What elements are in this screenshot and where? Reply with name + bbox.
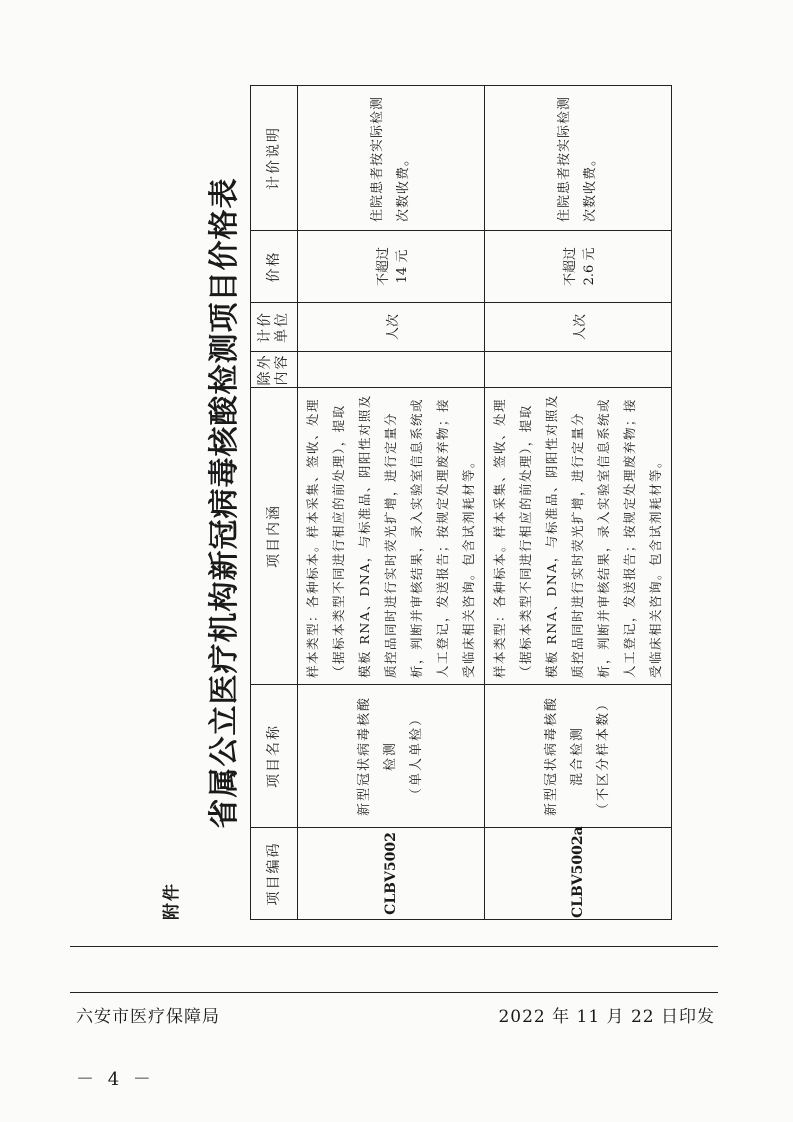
cell-exclusions bbox=[485, 352, 672, 388]
price-line: 不超过 bbox=[563, 247, 578, 287]
annex-label: 附件 bbox=[162, 882, 182, 920]
header-content: 项目内涵 bbox=[251, 388, 298, 685]
content-line: 人工登记，发送报告；按规定处理废弃物；接 bbox=[622, 397, 637, 678]
content-line: 样本类型：各种标本。样本采集、签收、处理 bbox=[492, 397, 507, 678]
cell-price bbox=[485, 231, 672, 303]
cell-name bbox=[485, 685, 672, 828]
header-price: 价格 bbox=[251, 231, 298, 303]
content-line: 人工登记，发送报告；按规定处理废弃物；接 bbox=[435, 397, 450, 678]
cell-price bbox=[298, 231, 485, 303]
page-number: － 4 － bbox=[76, 1069, 155, 1090]
content-line: 受临床相关咨询。包含试剂耗材等。 bbox=[648, 453, 663, 678]
name-line: 新型冠状病毒核酸 bbox=[357, 696, 372, 817]
footer-bottom-rule bbox=[70, 992, 718, 993]
name-line: 检测 bbox=[383, 741, 398, 772]
content-line: 模板 RNA、DNA，与标准品、阴阳性对照及 bbox=[357, 394, 372, 678]
rotated-landscape-content bbox=[157, 86, 663, 920]
note-line: 住院患者按实际检测 bbox=[370, 95, 385, 222]
content-line: 析，判断并审核结果，录入实验室信息系统或 bbox=[409, 397, 424, 678]
footer-top-rule bbox=[70, 946, 718, 947]
footer-date: 2022 年 11 月 22 日印发 bbox=[498, 1007, 715, 1027]
table-row bbox=[298, 86, 485, 920]
cell-code: CLBV5002a bbox=[485, 828, 672, 920]
header-code: 项目编码 bbox=[251, 828, 298, 920]
header-unit: 计价单位 bbox=[251, 303, 298, 352]
content-line: 质控品同时进行实时荧光扩增，进行定量分 bbox=[383, 411, 398, 678]
note-line: 次数收费。 bbox=[396, 151, 411, 222]
table-header-row bbox=[251, 86, 298, 920]
cell-unit: 人次 bbox=[298, 303, 485, 352]
cell-note bbox=[485, 86, 672, 231]
content-line: （据标本类型不同进行相应的前处理），提取 bbox=[518, 404, 533, 678]
cell-name bbox=[298, 685, 485, 828]
price-table bbox=[250, 85, 672, 920]
price-line: 2.6 元 bbox=[582, 247, 597, 286]
content-line: 析，判断并审核结果，录入实验室信息系统或 bbox=[596, 397, 611, 678]
content-line: 质控品同时进行实时荧光扩增，进行定量分 bbox=[570, 411, 585, 678]
document-title: 省属公立医疗机构新冠病毒核酸检测项目价格表 bbox=[207, 177, 242, 829]
price-line: 14 元 bbox=[395, 249, 410, 284]
price-line: 不超过 bbox=[376, 247, 391, 287]
cell-content bbox=[298, 388, 485, 685]
note-line: 住院患者按实际检测 bbox=[557, 95, 572, 222]
content-line: 受临床相关咨询。包含试剂耗材等。 bbox=[461, 453, 476, 678]
header-name: 项目名称 bbox=[251, 685, 298, 828]
name-line: （不区分样本数） bbox=[596, 696, 611, 817]
cell-note bbox=[298, 86, 485, 231]
header-note: 计价说明 bbox=[251, 86, 298, 231]
cell-exclusions bbox=[298, 352, 485, 388]
header-exclusions: 除外内容 bbox=[251, 352, 298, 388]
name-line: （单人单检） bbox=[409, 711, 424, 802]
content-line: 模板 RNA、DNA，与标准品、阴阳性对照及 bbox=[544, 394, 559, 678]
cell-code: CLBV5002 bbox=[298, 828, 485, 920]
cell-unit: 人次 bbox=[485, 303, 672, 352]
content-line: （据标本类型不同进行相应的前处理），提取 bbox=[331, 404, 346, 678]
name-line: 新型冠状病毒核酸 bbox=[544, 696, 559, 817]
name-line: 混合检测 bbox=[570, 726, 585, 787]
content-line: 样本类型：各种标本。样本采集、签收、处理 bbox=[305, 397, 320, 678]
note-line: 次数收费。 bbox=[583, 151, 598, 222]
table-row bbox=[485, 86, 672, 920]
footer-issuer: 六安市医疗保障局 bbox=[76, 1007, 220, 1027]
cell-content bbox=[485, 388, 672, 685]
